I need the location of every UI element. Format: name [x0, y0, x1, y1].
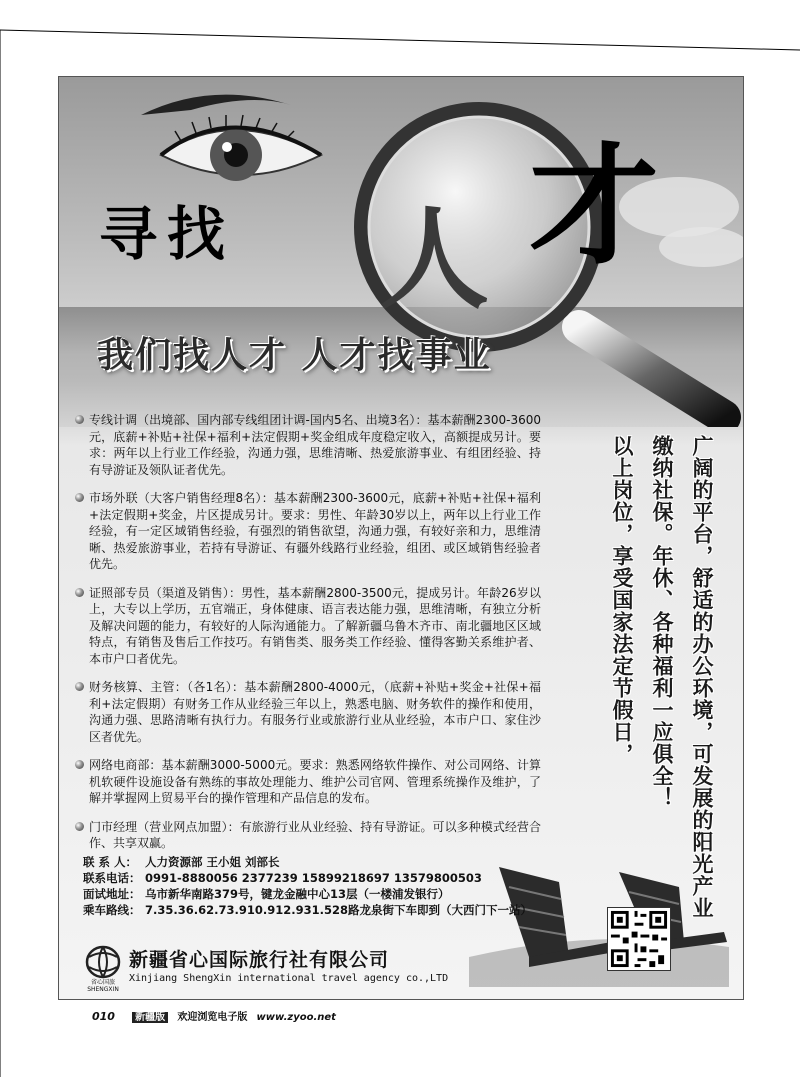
job-text: 专线计调（出境部、国内部专线组团计调-国内5名、出境3名）：基本薪酬2300-3600元，底薪+补贴+社保+福利+法定假期+奖金组成年度稳定收入，高额提成另计。要求：两年以上行业工作经验，沟通力强，思维清晰、热爱旅游事业、有组团经验、持有导游证及领队证者优先。 [89, 413, 541, 477]
contact-person-label: 联 系 人： [83, 855, 138, 869]
title-char-3: 人 [379, 195, 489, 324]
company-logo [81, 945, 125, 995]
bullet-orb-icon [75, 682, 84, 691]
company-name-en: Xinjiang ShengXin international travel agency co.,LTD [129, 973, 449, 984]
job-poster [58, 76, 744, 1000]
vertical-slogan-2: 缴纳社保。年休、各种福利一应俱全！ [650, 435, 674, 809]
edition-badge: 新疆版 [132, 1012, 168, 1023]
bullet-orb-icon [75, 822, 84, 831]
logo-caption [81, 979, 125, 993]
title-char-4: 才 [529, 129, 660, 282]
contact-phone-value: 0991-8880056 2377239 15899218697 13579800503 [145, 871, 482, 885]
page-footer [92, 1008, 336, 1023]
bullet-orb-icon [75, 760, 84, 769]
job-item-tour-planner [71, 412, 541, 478]
contact-phone-row [83, 870, 553, 886]
bullet-orb-icon [75, 493, 84, 502]
bullet-orb-icon [75, 415, 84, 424]
vertical-slogan-1: 广阔的平台，舒适的办公环境，可发展的阳光产业 [690, 435, 714, 919]
company-name-cn: 新疆省心国际旅行社有限公司 [129, 949, 390, 971]
job-item-ecommerce [71, 757, 541, 807]
bullet-orb-icon [75, 588, 84, 597]
footer-slogan: 欢迎浏览电子版 [177, 1012, 248, 1023]
contact-route-label: 乘车路线： [83, 903, 141, 917]
contact-route-row [83, 902, 553, 918]
job-item-finance [71, 679, 541, 745]
contact-info [83, 854, 553, 918]
eye-illustration [131, 85, 341, 205]
vertical-slogan-3: 以上岗位，享受国家法定节假日， [610, 435, 634, 765]
footer-url-link[interactable]: www.zyoo.net [256, 1012, 336, 1023]
contact-route-value: 7.35.36.62.73.910.912.931.528路龙泉街下车即到（大西门下一站） [145, 903, 532, 917]
contact-phone-label: 联系电话： [83, 871, 141, 885]
page-number: 010 [92, 1010, 115, 1023]
logo-text-en: SHENGXIN [87, 986, 119, 993]
job-list [71, 412, 541, 864]
contact-person-value: 人力资源部 王小姐 刘部长 [145, 855, 280, 869]
qr-code-icon [607, 907, 671, 971]
logo-text-cn: 省心国旅 [90, 979, 115, 986]
contact-address-row [83, 886, 553, 902]
contact-address-value: 乌市新华南路379号，键龙金融中心13层（一楼浦发银行） [145, 887, 450, 901]
title-char-2: 找 [167, 200, 226, 268]
job-item-sales-liaison [71, 490, 541, 573]
contact-address-label: 面试地址： [83, 887, 141, 901]
contact-person-row [83, 854, 553, 870]
job-text: 网络电商部：基本薪酬3000-5000元。要求：熟悉网络软件操作、对公司网络、计算机软硬件设施设备有熟练的事故处理能力、维护公司官网、管理系统操作及维护，了解并掌握网上贸易平台的操作管理和产品信息的发布。 [89, 758, 541, 805]
job-text: 财务核算、主管：（各1名）：基本薪酬2800-4000元，（底薪+补贴+奖金+社保+福利+法定假期）有财务工作从业经验三年以上，熟悉电脑、财务软件的操作和使用，沟通力强、思路清晰有执行力。有服务行业或旅游行业从业经验，本市户口、家住沙区者优先。 [89, 680, 541, 744]
job-text: 市场外联（大客户销售经理8名）：基本薪酬2300-3600元，底薪+补贴+社保+福利+法定假期+奖金，片区提成另计。要求：男性、年龄30岁以上，两年以上行业工作经验，有一定区域销售经验，有强烈的销售欲望，沟通力强，有较好亲和力，思维清晰、热爱旅游事业，若持有导游证、有疆外线路行业经验，组团、或区域销售经验者优先。 [89, 491, 541, 571]
globe-logo-icon [81, 945, 125, 979]
headline: 我们找人才 人才找事业 [97, 335, 492, 376]
title-char-1: 寻 [99, 200, 158, 268]
job-text: 门市经理（营业网点加盟）：有旅游行业从业经验、持有导游证。可以多种模式经营合作、共享双赢。 [89, 819, 541, 850]
job-item-visa-specialist [71, 585, 541, 668]
job-text: 证照部专员（渠道及销售）：男性，基本薪酬2800-3500元，提成另计。年龄26岁以上，大专以上学历，五官端正，身体健康、语言表达能力强，思维清晰，有独立分析及解决问题的能力，有较好的人际沟通能力。了解新疆乌鲁木齐市、南北疆地区区域特点，有销售及售后工作技巧。有销售类、服务类工作经验、懂得客勤关系维护者、本市户口者优先。 [89, 585, 541, 666]
